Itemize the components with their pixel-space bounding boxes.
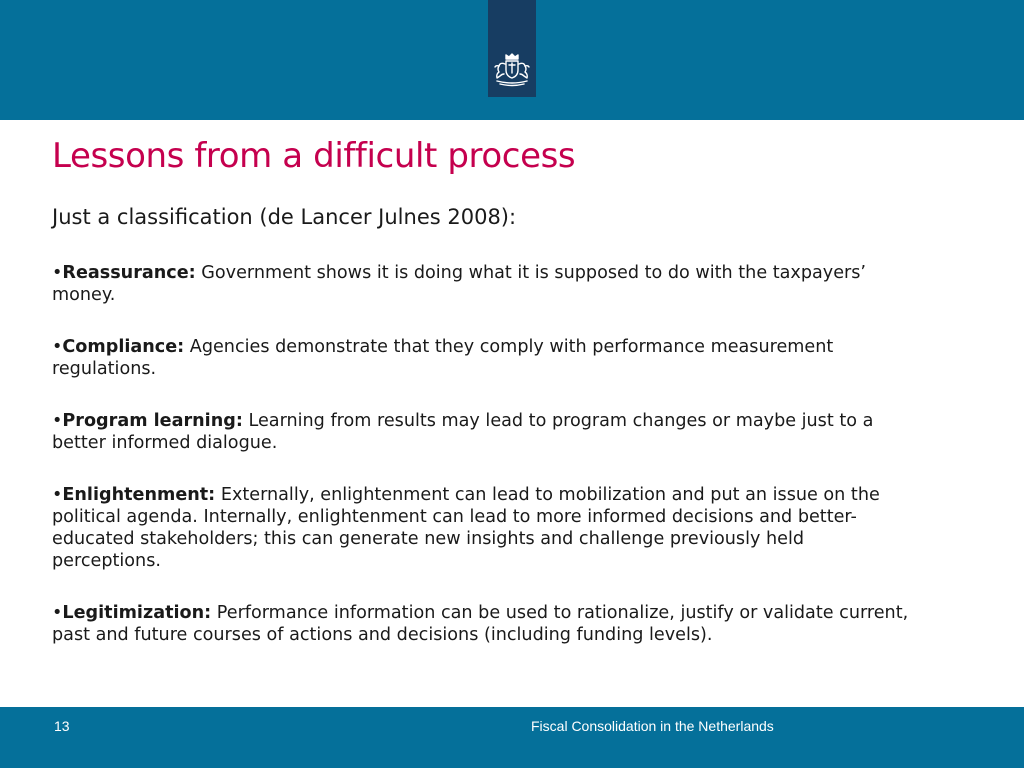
bullet-item-enlightenment: •Enlightenment: Externally, enlightenment can lead to mobilization and put an issue on the political agenda. Internally, enlightenment can lead to more informed decisions and better-educated stakeholders; this can generate new insights and challenge previously held perceptions.	[52, 485, 880, 571]
bullet-term: Enlightenment:	[62, 485, 216, 505]
slide-title: Lessons from a difficult process	[52, 136, 576, 176]
bullet-text: Learning from results may lead to program changes or maybe just to a better informed dialogue.	[52, 411, 874, 453]
footer-band	[0, 707, 1024, 768]
bullet-text: Externally, enlightenment can lead to mobilization and put an issue on the political agenda. Internally, enlightenment can lead to more informed decisions and better-educated stakeholders; this can generate new insights and challenge previously held perceptions.	[52, 485, 880, 571]
bullet-text: Performance information can be used to rationalize, justify or validate current, past and future courses of actions and decisions (including funding levels).	[52, 603, 909, 645]
bullet-item-program-learning: •Program learning: Learning from results may lead to program changes or maybe just to a better informed dialogue.	[52, 411, 874, 453]
emblem-box	[488, 0, 536, 97]
bullet-item-reassurance: •Reassurance: Government shows it is doing what it is supposed to do with the taxpayers’ money.	[52, 263, 867, 305]
bullet-text: Agencies demonstrate that they comply with performance measurement regulations.	[52, 337, 834, 379]
bullet-item-compliance: •Compliance: Agencies demonstrate that they comply with performance measurement regulations.	[52, 337, 834, 379]
bullet-text: Government shows it is doing what it is supposed to do with the taxpayers’ money.	[52, 263, 867, 305]
bullet-list	[52, 262, 912, 676]
bullet-term: Reassurance:	[62, 263, 196, 283]
footer-title: Fiscal Consolidation in the Netherlands	[531, 718, 774, 734]
bullet-term: Program learning:	[62, 411, 243, 431]
coat-of-arms-icon	[491, 52, 533, 88]
page-number: 13	[54, 718, 70, 734]
slide-subtitle: Just a classification (de Lancer Julnes 2008):	[52, 205, 517, 229]
bullet-term: Legitimization:	[62, 603, 212, 623]
bullet-term: Compliance:	[62, 337, 185, 357]
bullet-item-legitimization: •Legitimization: Performance information can be used to rationalize, justify or validate current, past and future courses of actions and decisions (including funding levels).	[52, 603, 909, 645]
